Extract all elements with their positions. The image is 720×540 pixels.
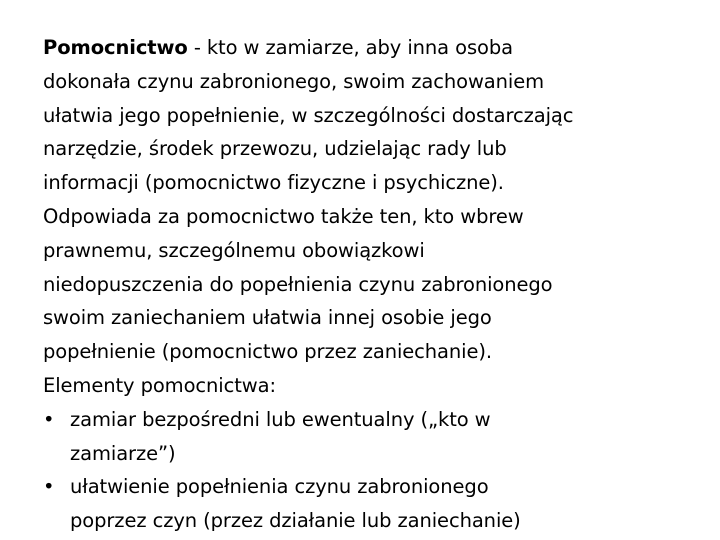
elements-heading: Elementy pomocnictwa:: [43, 373, 276, 397]
list-item-text: zamiar bezpośredni lub ewentualny („kto w: [70, 407, 491, 431]
list-item: [43, 470, 683, 538]
list-item-text: ułatwienie popełnienia czynu zabronionego: [70, 475, 489, 499]
list-item-text-continued: poprzez czyn (przez działanie lub zaniechanie): [70, 509, 521, 533]
slide-text-body: [43, 31, 683, 538]
definition-line-1: [43, 31, 683, 65]
definition-line-2: dokonała czynu zabronionego, swoim zachowaniem: [43, 69, 545, 93]
definition-text: - kto w zamiarze, aby inna osoba: [187, 36, 513, 59]
definition-line-7: prawnemu, szczególnemu obowiązkowi: [43, 238, 425, 262]
definition-line-4: narzędzie, środek przewozu, udzielając rady lub: [43, 137, 507, 161]
definition-line-3: ułatwia jego popełnienie, w szczególności dostarczając: [43, 103, 574, 127]
list-item: [43, 403, 683, 471]
definition-line-5: informacji (pomocnictwo fizyczne i psychiczne).: [43, 171, 504, 195]
definition-line-8: niedopuszczenia do popełnienia czynu zabronionego: [43, 272, 553, 296]
definition-line-6: Odpowiada za pomocnictwo także ten, kto wbrew: [43, 204, 524, 228]
definition-line-9: swoim zaniechaniem ułatwia innej osobie jego: [43, 306, 492, 330]
list-item-line: [43, 403, 683, 437]
list-item-line: [43, 470, 683, 504]
elements-list: [43, 403, 683, 538]
defined-term: Pomocnictwo: [43, 36, 188, 59]
bullet-icon: •: [43, 407, 55, 431]
definition-line-10: popełnienie (pomocnictwo przez zaniechanie).: [43, 340, 492, 364]
bullet-icon: •: [43, 475, 55, 499]
list-item-text-continued: zamiarze”): [70, 441, 176, 465]
